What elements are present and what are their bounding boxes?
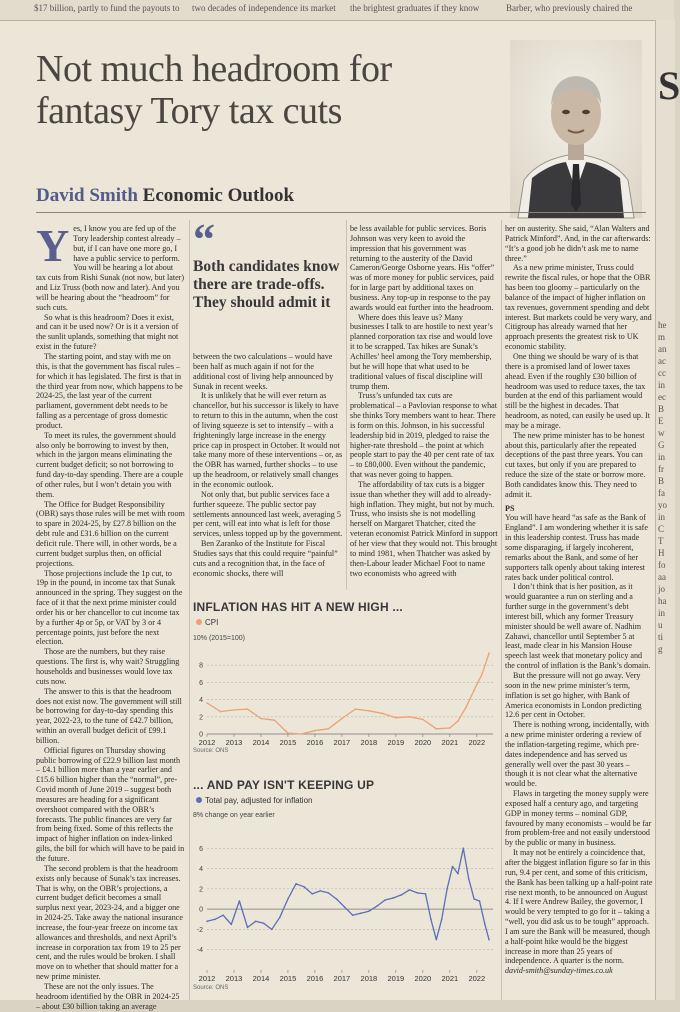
data-point bbox=[303, 886, 305, 888]
paragraph: These are not the only issues. The headroom identified by the OBR in 2024-25 – about £30 billion taking an average bbox=[36, 981, 180, 1011]
fragment-text: ti bbox=[658, 632, 664, 642]
data-point bbox=[263, 923, 265, 925]
column-name: Economic Outlook bbox=[142, 185, 295, 206]
data-point bbox=[255, 921, 257, 923]
paragraph: To meet its rules, the government should also only be borrowing to invest by then, which in the jargon means eliminating the current budget deficit; so not borrowing to fund day-to-day spending. There are a couple of other rules, but I won’t detain you with them. bbox=[36, 430, 184, 499]
data-point bbox=[468, 878, 470, 880]
fragment-text: g bbox=[658, 644, 663, 654]
paragraph: It may not be entirely a coincidence that, after the biggest inflation figure so far in this run, 9.4 per cent, and some of this criticism, the Bank has been talking up a half-point rate rise next month, to be announced on August 4. If I were Andrew Bailey, the governor, I would be very tempted to go for it – taking a “well, you did ask us to be tough” approach. I am sure the Bank will be measured, though a half-point hike would be the biggest increase in more than 25 years of independence. A quarter is the norm. bbox=[505, 848, 653, 966]
fragment-text: m bbox=[658, 332, 666, 342]
data-point bbox=[287, 732, 289, 734]
data-point bbox=[260, 718, 262, 720]
paragraph: The Office for Budget Responsibility (OBR) says those rules will be met with room to spare in 2024-25, by £27.8 billion on the debt rule and £31.6 billion on the current deficit rule. There will, in other words, be a current budget surplus then, on official projections. bbox=[36, 499, 185, 568]
data-point bbox=[446, 888, 448, 890]
x-tick-label: 2015 bbox=[279, 974, 297, 983]
data-point bbox=[384, 899, 386, 901]
strip-text: two decades of independence its market bbox=[192, 3, 336, 13]
data-point bbox=[465, 707, 467, 709]
data-point bbox=[271, 929, 273, 931]
x-tick-label: 2021 bbox=[441, 738, 459, 747]
fragment-text: T bbox=[658, 536, 664, 546]
y-tick-label: 6 bbox=[199, 845, 203, 853]
fragment-text: aa bbox=[658, 572, 666, 582]
fragment-text: he bbox=[658, 320, 667, 330]
paragraph: Official figures on Thursday showing public borrowing of £22.9 billion last month – £4.1 billion more than a year earlier and £15.6 billion higher than the “normal”, pre-Covid month of June 2019 – suggest both measures are heading for a significant overshoot compared with the OBR’s forecasts. The public finances are very far from being fixed. Some of this reflects the impact of higher inflation on index-linked gilts, the bill for which will have to be paid in the future. bbox=[36, 745, 185, 863]
data-point bbox=[287, 898, 289, 900]
paragraph: You will have heard “as safe as the Bank of England”. I am wondering whether it is safe in this leadership contest. Truss has made some disparaging, if largely incoherent, remarks about the Bank, and some of her supporters talk openly about taking interest rates back under political control. bbox=[505, 513, 648, 582]
paragraph: Those projections include the 1p cut, to 19p in the pound, in income tax that Sunak announced in the spring. They suggest on the face of it that the next prime minister could order his or her chancellor to cut income tax by a further 4p or 5p, or VAT by 3 or 4 percentage points, just before the next election. bbox=[36, 568, 183, 647]
paragraph: Not only that, but public services face a further squeeze. The public sector pay settlements announced last week, averaging 5 per cent, will eat into what is left for those services, unless topped up by the government. bbox=[193, 489, 343, 539]
x-tick-label: 2019 bbox=[387, 738, 405, 747]
x-tick-label: 2015 bbox=[279, 738, 297, 747]
column-divider bbox=[346, 220, 347, 590]
x-tick-label: 2013 bbox=[225, 974, 243, 983]
chart-title-inflation: INFLATION HAS HIT A NEW HIGH ... bbox=[193, 600, 403, 614]
data-point bbox=[360, 912, 362, 914]
legend-label: CPI bbox=[205, 618, 219, 627]
article-column-2 bbox=[193, 352, 343, 592]
fragment-text: ha bbox=[658, 596, 667, 606]
data-point bbox=[314, 730, 316, 732]
paragraph: Flaws in targeting the money supply were exposed half a century ago, and targeting GDP in money terms – nominal GDP, favoured by many economists – would be far from problem-free and not easily understood by the public or many in business. bbox=[505, 789, 652, 848]
x-tick-label: 2017 bbox=[333, 738, 351, 747]
paragraph: One thing we should be wary of is that there is a promised land of lower taxes ahead. Even if the roughly £30 billion of headroom was used to reduce taxes, the tax burden at the end of this parliament would still be the highest in decades. That headroom, as noted, can easily be used up. It may be a mirage. bbox=[505, 351, 650, 430]
fragment-text: u bbox=[658, 620, 663, 630]
data-point bbox=[230, 924, 232, 926]
data-point bbox=[328, 892, 330, 894]
chart-source: Source: ONS bbox=[193, 985, 229, 991]
x-tick-label: 2019 bbox=[387, 974, 405, 983]
data-point bbox=[247, 708, 249, 710]
data-point bbox=[220, 711, 222, 713]
fragment-text: ec bbox=[658, 392, 666, 402]
data-point bbox=[484, 924, 486, 926]
data-point bbox=[328, 728, 330, 730]
adjacent-headline-fragment: S bbox=[658, 63, 680, 108]
x-tick-label: 2022 bbox=[468, 974, 486, 983]
chart-source: Source: ONS bbox=[193, 748, 229, 754]
data-point bbox=[409, 716, 411, 718]
data-point bbox=[457, 873, 459, 875]
header-rule bbox=[36, 212, 646, 213]
fragment-text: jo bbox=[658, 584, 666, 594]
strip-text: the brightest graduates if they know bbox=[350, 3, 480, 13]
series-line bbox=[207, 848, 489, 939]
data-point bbox=[355, 708, 357, 710]
x-tick-label: 2022 bbox=[468, 738, 486, 747]
headline: Not much headroom for fantasy Tory tax cuts bbox=[36, 48, 392, 132]
x-tick-label: 2020 bbox=[414, 738, 432, 747]
fragment-text: fa bbox=[658, 488, 665, 498]
data-point bbox=[436, 728, 438, 730]
fragment-text: in bbox=[658, 512, 666, 522]
data-point bbox=[488, 652, 490, 654]
y-tick-label: -4 bbox=[196, 947, 203, 955]
data-point bbox=[441, 918, 443, 920]
data-point bbox=[368, 710, 370, 712]
article-column-1 bbox=[36, 220, 185, 1011]
x-tick-label: 2016 bbox=[306, 738, 324, 747]
x-tick-label: 2020 bbox=[414, 974, 432, 983]
data-point bbox=[206, 702, 208, 704]
y-tick-label: 2 bbox=[199, 714, 203, 722]
paragraph: es, I know you are fed up of the Tory leadership contest already – but, if I can have one more go, I have a public service to perform. You will be hearing a lot about tax cuts from Rishi Sunak (not now, but later) and Liz Truss (both now and later). And you will be hearing about the “headroom” for such cuts. bbox=[36, 224, 185, 312]
data-point bbox=[239, 900, 241, 902]
data-point bbox=[222, 914, 224, 916]
data-point bbox=[430, 918, 432, 920]
pull-quote: Both candidates know there are trade-offs. They should admit it bbox=[193, 258, 340, 311]
paragraph: Those are the numbers, but they raise questions. The first is, why wait? Struggling households and businesses would love tax cuts now. bbox=[36, 647, 180, 686]
paragraph: The answer to this is that the headroom does not exist now. The government will still be borrowing for day-to-day spending this year, 2022-23, to the tune of £42.7 billion, within an overall budget deficit of £99.1 billion. bbox=[36, 686, 182, 745]
paragraph: As a new prime minister, Truss could rewrite the fiscal rules, or hope that the OBR has been too gloomy – particularly on the balance of the impact of higher inflation on tax revenues, government spending and debt interest. But markets could be very wary, and Citigroup has already warned that her approach presents the greatest risk to UK economic stability. bbox=[505, 263, 652, 352]
data-point bbox=[436, 939, 438, 941]
fragment-text: in bbox=[658, 452, 666, 462]
paragraph: The second problem is that the headroom exists only because of Sunak’s tax increases. That is why, on the OBR’s projections, a current budget deficit becomes a small surplus next year, 2023-24, and a bigger one in 2024-25. Take away the national insurance increase, the four-year freeze on income tax allowances and thresholds, and next April’s increase in corporation tax from 19 to 25 per cent, and the rules would be broken. I shall move on to whether that should matter for a new prime minister. bbox=[36, 863, 183, 982]
data-point bbox=[400, 894, 402, 896]
data-point bbox=[279, 916, 281, 918]
fragment-text: ac bbox=[658, 356, 666, 366]
legend-swatch bbox=[196, 619, 202, 625]
data-point bbox=[488, 939, 490, 941]
article-column-3 bbox=[350, 224, 498, 592]
fragment-text: E bbox=[658, 416, 664, 426]
columnist-portrait bbox=[510, 40, 642, 218]
x-tick-label: 2014 bbox=[252, 738, 270, 747]
data-point bbox=[247, 927, 249, 929]
paragraph: The affordability of tax cuts is a bigger issue than whether they will add to already-high inflation. They might, but not by much. Truss, who insists she is not modelling herself on Margaret Thatcher, cited the veteran economist Patrick Minford in support of her view that they would not. This brought to mind 1981, when Thatcher was asked by then-Labour leader Michael Foot to name two economists who agreed with bbox=[350, 479, 498, 578]
strip-text: $17 billion, partly to fund the payouts to bbox=[34, 3, 180, 13]
data-point bbox=[295, 883, 297, 885]
paragraph: I don’t think that is her position, as it would guarantee a run on sterling and a further surge in the government’s debt interest bill, which any former Treasury minister should be well aware of. Nadhim Zahawi, chancellor until September 5 at least, made clear in his Mansion House speech last week that monetary policy and the control of inflation is the Bank’s domain. bbox=[505, 582, 651, 671]
data-point bbox=[452, 866, 454, 868]
data-point bbox=[481, 673, 483, 675]
author-name: David Smith bbox=[36, 185, 138, 206]
fragment-text: yo bbox=[658, 500, 667, 510]
data-point bbox=[449, 727, 451, 729]
data-point bbox=[320, 890, 322, 892]
x-tick-label: 2012 bbox=[198, 974, 216, 983]
fragment-text: G bbox=[658, 440, 665, 450]
fragment-text: cc bbox=[658, 368, 666, 378]
paragraph: her on austerity. She said, “Alan Walters and Patrick Minford”. And, in the car afterwards: “It’s a good job he didn’t ask me to name three.” bbox=[505, 224, 651, 263]
chart-title-pay: ... AND PAY ISN'T KEEPING UP bbox=[193, 778, 375, 792]
column-divider bbox=[189, 220, 190, 1000]
paragraph: Ben Zaranko of the Institute for Fiscal Studies says that this could require “painful” cuts and a recognition that, in the face of economic shocks, there will bbox=[193, 539, 338, 578]
data-point bbox=[233, 709, 235, 711]
data-point bbox=[368, 910, 370, 912]
chart-legend-inflation bbox=[196, 618, 218, 627]
x-tick-label: 2014 bbox=[252, 974, 270, 983]
y-tick-label: 0 bbox=[199, 731, 203, 739]
fragment-text: in bbox=[658, 608, 666, 618]
paragraph: The new prime minister has to be honest about this, particularly after the repeated deceptions of the past three years. You can cut taxes, but only if you are prepared to reduce the size of the state or borrow more. Both candidates know this. They need to admit it. bbox=[505, 430, 646, 499]
x-tick-label: 2016 bbox=[306, 974, 324, 983]
data-point bbox=[395, 717, 397, 719]
data-point bbox=[479, 900, 481, 902]
y-axis-label: 8% change on year earlier bbox=[193, 812, 275, 819]
paragraph: The starting point, and stay with me on this, is that the government has fiscal rules – for which it has legislated. The first is that in the third year from now, which happens to be 2024-25, the last year of the current parliament, government debt needs to be falling as a percentage of gross domestic product. bbox=[36, 351, 183, 430]
legend-swatch bbox=[196, 797, 202, 803]
fragment-text: B bbox=[658, 476, 665, 486]
fragment-text: w bbox=[658, 428, 665, 438]
chart-legend-pay bbox=[196, 796, 312, 805]
drop-cap: Y bbox=[36, 220, 70, 271]
paragraph: It is unlikely that he will ever return as chancellor, but his successor is likely to have to return to this in the autumn, when the cost of living squeeze is set to intensify – with a frighteningly large increase in the energy price cap in prospect in October. It would not take many more of these interventions – or, as the OBR has warned, further shocks – to use up the headroom, or relatively small changes in the economic outlook. bbox=[193, 391, 343, 489]
x-tick-label: 2017 bbox=[333, 974, 351, 983]
paragraph: between the two calculations – would have been half as much again if not for the additional cost of living help announced by Sunak in recent weeks. bbox=[193, 352, 334, 391]
fragment-text: in bbox=[658, 380, 666, 390]
quote-icon: “ bbox=[193, 215, 215, 264]
pay-chart bbox=[193, 822, 498, 984]
data-point bbox=[274, 719, 276, 721]
paragraph: Where does this leave us? Many businesses I talk to are hostile to next year’s planned corporation tax rise and would love it to be scrapped. Tax hikes are Sunak’s Achilles’ heel among the Tory membership, but he will hope that what used to be traditional values of fiscal discipline will trump them. bbox=[350, 312, 493, 391]
paragraph: be less available for public services. Boris Johnson was very keen to avoid the impression that his government was returning to the austerity of the David Cameron/George Osborne years. His “offer” was of more money for public services, paid for in large part by additional taxes on business. Any top-up in response to the pay awards would eat further into the headroom. bbox=[350, 224, 495, 312]
y-tick-label: 6 bbox=[199, 679, 203, 687]
y-tick-label: 4 bbox=[199, 697, 203, 705]
x-tick-label: 2018 bbox=[360, 974, 378, 983]
author-email: david-smith@sunday-times.co.uk bbox=[505, 966, 613, 976]
ps-label: PS bbox=[505, 503, 515, 513]
x-tick-label: 2012 bbox=[198, 738, 216, 747]
data-point bbox=[473, 898, 475, 900]
data-point bbox=[352, 914, 354, 916]
adjacent-article-edge bbox=[655, 20, 680, 1000]
data-point bbox=[376, 905, 378, 907]
data-point bbox=[336, 898, 338, 900]
y-tick-label: 0 bbox=[199, 906, 203, 914]
data-point bbox=[301, 733, 303, 735]
data-point bbox=[392, 897, 394, 899]
article-column-4 bbox=[505, 224, 653, 996]
data-point bbox=[311, 893, 313, 895]
previous-article-strip bbox=[0, 0, 674, 21]
fragment-text: fo bbox=[658, 560, 666, 570]
inflation-chart bbox=[193, 644, 498, 748]
y-axis-label: 10% (2015=100) bbox=[193, 635, 245, 642]
x-tick-label: 2021 bbox=[441, 974, 459, 983]
data-point bbox=[341, 718, 343, 720]
fragment-text: C bbox=[658, 524, 665, 534]
fragment-text: H bbox=[658, 548, 665, 558]
fragment-text: fr bbox=[658, 464, 664, 474]
y-tick-label: 8 bbox=[199, 662, 203, 670]
legend-label: Total pay, adjusted for inflation bbox=[205, 796, 313, 805]
strip-text: Barber, who previously chaired the bbox=[506, 3, 633, 13]
data-point bbox=[417, 892, 419, 894]
byline bbox=[36, 185, 294, 207]
paragraph: But the pressure will not go away. Very soon in the new prime minister’s term, inflation is set go higher, with Bank of America economists in London predicting 12.6 per cent in October. bbox=[505, 670, 642, 720]
x-tick-label: 2018 bbox=[360, 738, 378, 747]
data-point bbox=[457, 720, 459, 722]
fragment-text: an bbox=[658, 344, 667, 354]
data-point bbox=[409, 889, 411, 891]
paragraph: Truss’s unfunded tax cuts are problematical – a Pavlovian response to what she thinks Tory members want to hear. There is form on this. Johnson, in his successful leadership bid in 2019, pledged to raise the higher-rate threshold – the point at which people start to pay the 40 per cent rate of tax – to £80,000. Even without the pandemic, that was never going to happen. bbox=[350, 391, 497, 480]
data-point bbox=[422, 719, 424, 721]
y-tick-label: 4 bbox=[199, 866, 203, 874]
paragraph: So what is this headroom? Does it exist, and can it be used now? Or is it a version of the sunlit uplands, something that might not exist in the future? bbox=[36, 312, 179, 352]
y-tick-label: 2 bbox=[199, 886, 203, 894]
data-point bbox=[382, 713, 384, 715]
data-point bbox=[206, 921, 208, 923]
y-tick-label: -2 bbox=[196, 926, 203, 934]
fragment-text: B bbox=[658, 404, 665, 414]
paragraph: There is nothing wrong, incidentally, with a new prime minister ordering a review of the inflation-targeting regime, which pre-dates independence and has served us generally well over the past 30 years – though it is not clear what the alternative would be. bbox=[505, 720, 649, 789]
column-divider bbox=[501, 220, 502, 1000]
data-point bbox=[425, 893, 427, 895]
data-point bbox=[473, 689, 475, 691]
data-point bbox=[463, 847, 465, 849]
data-point bbox=[344, 906, 346, 908]
x-tick-label: 2013 bbox=[225, 738, 243, 747]
data-point bbox=[214, 918, 216, 920]
